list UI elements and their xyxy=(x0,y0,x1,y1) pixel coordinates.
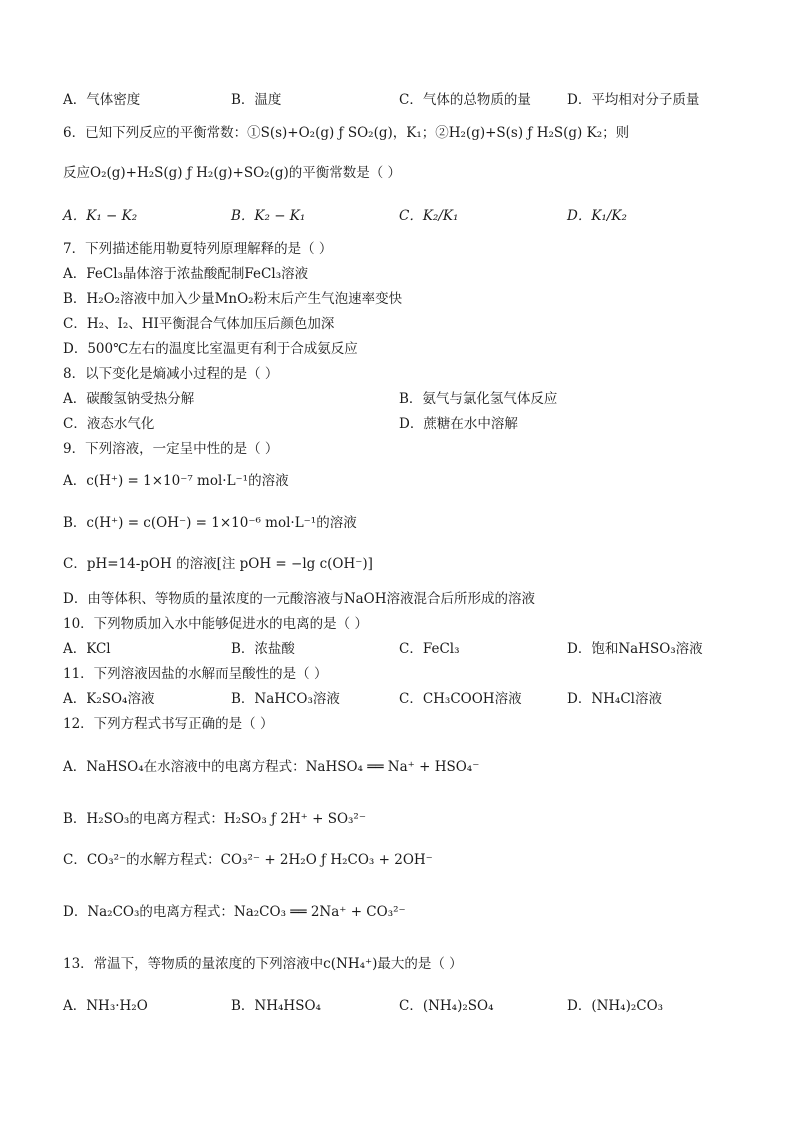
q6-option-a: A．K₁ − K₂ xyxy=(63,208,138,224)
q6-option-d: D．K₁/K₂ xyxy=(567,208,627,224)
q12-option-d: D．Na₂CO₃的电离方程式：Na₂CO₃ ══ 2Na⁺ + CO₃²⁻ xyxy=(63,904,406,920)
q5-option-d: D．平均相对分子质量 xyxy=(567,92,700,108)
q7-option-c: C．H₂、I₂、HI平衡混合气体加压后颜色加深 xyxy=(63,316,335,332)
q8-option-b: B．氨气与氯化氢气体反应 xyxy=(399,391,558,407)
q7-stem: 7．下列描述能用勒夏特列原理解释的是（ ） xyxy=(63,241,333,257)
q10-option-d: D．饱和NaHSO₃溶液 xyxy=(567,641,703,657)
q13-stem: 13．常温下，等物质的量浓度的下列溶液中c(NH₄⁺)最大的是（ ） xyxy=(63,956,463,972)
q8-option-c: C．液态水气化 xyxy=(63,416,155,432)
q11-option-c: C．CH₃COOH溶液 xyxy=(399,691,522,707)
q8-option-a: A．碳酸氢钠受热分解 xyxy=(63,391,195,407)
q12-option-b: B．H₂SO₃的电离方程式：H₂SO₃ ƒ 2H⁺ + SO₃²⁻ xyxy=(63,811,366,827)
q13-option-b: B．NH₄HSO₄ xyxy=(231,998,321,1014)
q13-option-c: C．(NH₄)₂SO₄ xyxy=(399,998,494,1014)
q12-option-a: A．NaHSO₄在水溶液中的电离方程式：NaHSO₄ ══ Na⁺ + HSO₄⁻ xyxy=(63,759,480,775)
q10-stem: 10．下列物质加入水中能够促进水的电离的是（ ） xyxy=(63,616,368,632)
q13-option-a: A．NH₃·H₂O xyxy=(63,998,148,1014)
q5-option-b: B．温度 xyxy=(231,92,282,108)
q10-option-a: A．KCl xyxy=(63,641,111,657)
q9-option-b: B．c(H⁺) = c(OH⁻) = 1×10⁻⁶ mol·L⁻¹的溶液 xyxy=(63,515,357,531)
q6-stem-line2: 反应O₂(g)+H₂S(g) ƒ H₂(g)+SO₂(g)的平衡常数是（ ） xyxy=(63,165,402,181)
q9-option-c: C．pH=14-pOH 的溶液[注 pOH = −lg c(OH⁻)] xyxy=(63,556,373,572)
q13-option-d: D．(NH₄)₂CO₃ xyxy=(567,998,664,1014)
q8-option-d: D．蔗糖在水中溶解 xyxy=(399,416,518,432)
q7-option-d: D．500℃左右的温度比室温更有利于合成氨反应 xyxy=(63,341,358,357)
q11-option-d: D．NH₄Cl溶液 xyxy=(567,691,662,707)
q9-option-a: A．c(H⁺) = 1×10⁻⁷ mol·L⁻¹的溶液 xyxy=(63,473,289,489)
q11-option-a: A．K₂SO₄溶液 xyxy=(63,691,155,707)
q12-stem: 12．下列方程式书写正确的是（ ） xyxy=(63,716,274,732)
q5-option-a: A．气体密度 xyxy=(63,92,141,108)
q6-option-c: C．K₂/K₁ xyxy=(399,208,459,224)
q6-option-b: B．K₂ − K₁ xyxy=(231,208,306,224)
q9-option-d: D．由等体积、等物质的量浓度的一元酸溶液与NaOH溶液混合后所形成的溶液 xyxy=(63,591,536,607)
q7-option-a: A．FeCl₃晶体溶于浓盐酸配制FeCl₃溶液 xyxy=(63,266,309,282)
q6-stem-line1: 6．已知下列反应的平衡常数：①S(s)+O₂(g) ƒ SO₂(g)，K₁；②H₂(g)+S(s) ƒ H₂S(g) K₂；则 xyxy=(63,125,630,141)
q10-option-b: B．浓盐酸 xyxy=(231,641,295,657)
q5-option-c: C．气体的总物质的量 xyxy=(399,92,531,108)
q10-option-c: C．FeCl₃ xyxy=(399,641,460,657)
q11-option-b: B．NaHCO₃溶液 xyxy=(231,691,340,707)
q7-option-b: B．H₂O₂溶液中加入少量MnO₂粉末后产生气泡速率变快 xyxy=(63,291,403,307)
q12-option-c: C．CO₃²⁻的水解方程式：CO₃²⁻ + 2H₂O ƒ H₂CO₃ + 2OH⁻ xyxy=(63,852,433,868)
q11-stem: 11．下列溶液因盐的水解而呈酸性的是（ ） xyxy=(63,666,328,682)
q8-stem: 8．以下变化是熵减小过程的是（ ） xyxy=(63,366,279,382)
q9-stem: 9．下列溶液，一定呈中性的是（ ） xyxy=(63,441,279,457)
